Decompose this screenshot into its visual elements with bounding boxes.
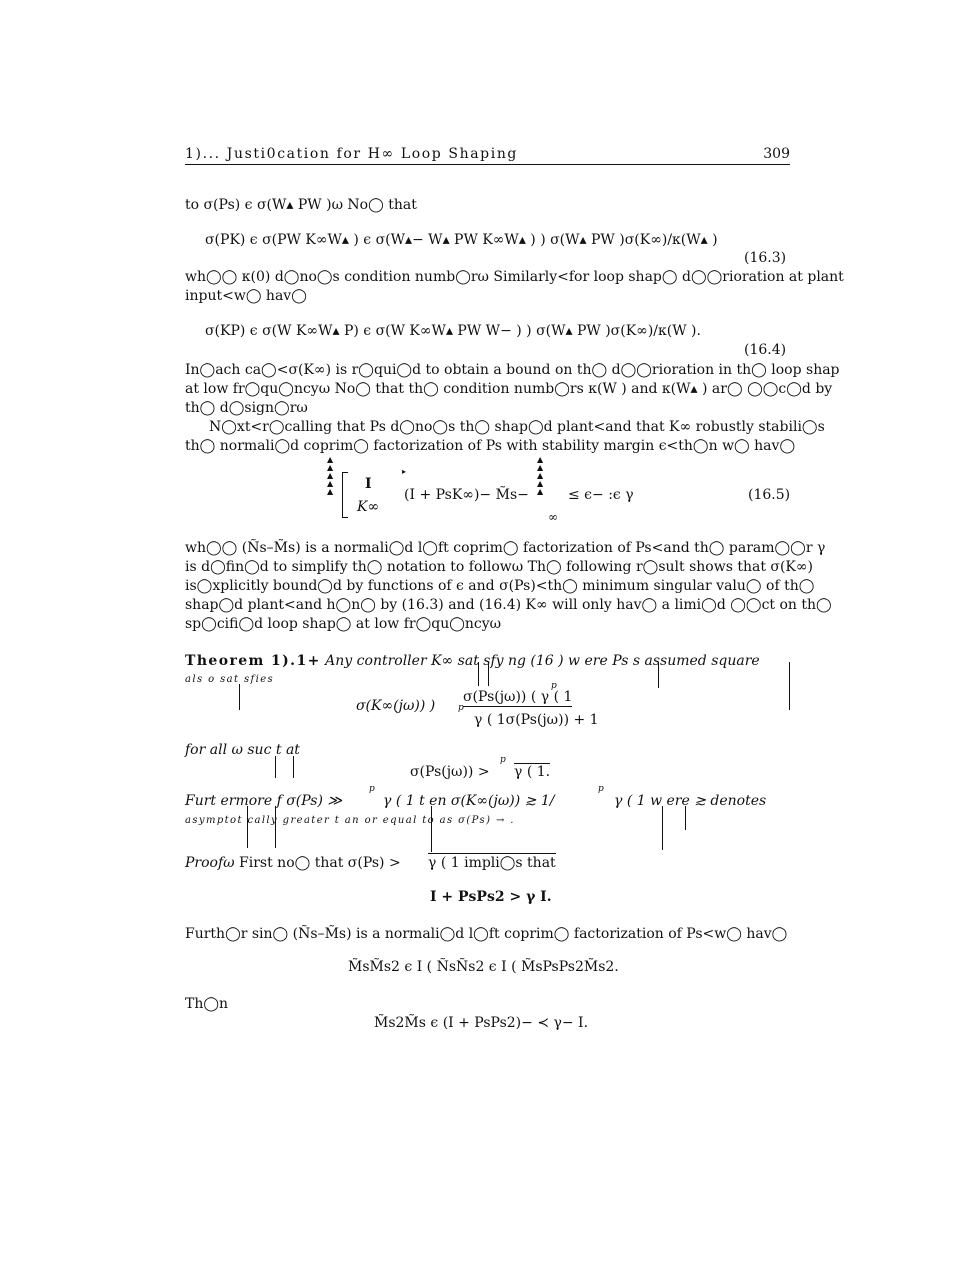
- sqrt-marker: p: [500, 755, 506, 765]
- paragraph-line: wh◯◯ (Ñs–M̃s) is a normali◯d l◯ft coprim◯ factorization of Ps<and th◯ param◯◯r γ: [185, 540, 826, 556]
- paragraph-line: to σ(Ps) ϵ σ(W▴ PW )ω No◯ that: [185, 197, 417, 213]
- running-header: [185, 146, 790, 165]
- arrow-glyph: ▲ ▲ ▲ ▲ ▲: [537, 455, 544, 496]
- theorem-text: als o sat sfies: [185, 674, 275, 685]
- matrix-bracket-left: [342, 472, 348, 518]
- proof-line: Th◯n: [185, 996, 229, 1012]
- sqrt-marker: p: [369, 784, 375, 794]
- theorem-text: Any controller K∞ sat sfy ng (16 ) w ere Ps s assumed square: [320, 653, 760, 669]
- paragraph-line: is d◯fin◯d to simplify th◯ notation to followω Th◯ following r◯sult shows that σ(K∞): [185, 559, 813, 575]
- norm-subscript: ∞: [548, 510, 558, 524]
- proof-line: Furth◯r sin◯ (Ñs–M̃s) is a normali◯d l◯ft coprim◯ factorization of Ps<w◯ hav◯: [185, 926, 788, 942]
- paragraph-line: th◯ d◯sign◯rω: [185, 400, 308, 416]
- equation-16-3: σ(PK) ϵ σ(PW K∞W▴ ) ϵ σ(W▴− W▴ PW K∞W▴ ) ) σ(W▴ PW )σ(K∞)/κ(W▴ ): [205, 232, 718, 248]
- paragraph-line: sp◯cifi◯d loop shap◯ at low fr◯qu◯ncyω: [185, 616, 502, 632]
- proof-equation: I + PsPs2 > γ I.: [430, 889, 552, 905]
- equation-number: (16.5): [748, 487, 791, 503]
- fraction-denominator: γ ( 1σ(Ps(jω)) + 1: [474, 712, 599, 728]
- equation-16-4: σ(KP) ϵ σ(W K∞W▴ P) ϵ σ(W K∞W▴ PW W− ) ) σ(W▴ PW )σ(K∞)/κ(W ).: [205, 323, 701, 339]
- matrix-entry: I: [365, 476, 372, 492]
- glyph-rule: [658, 662, 659, 688]
- sqrt-radicand: γ ( 1.: [514, 764, 551, 780]
- arrow-glyph: ▸: [402, 467, 407, 476]
- theorem-text: γ ( 1 w ere ≳ denotes: [614, 793, 767, 809]
- proof-equation: M̃sM̃s2 ϵ I ( ÑsÑs2 ϵ I ( M̃sPsPs2M̃s2.: [348, 959, 619, 975]
- proof-text: First no◯ that σ(Ps) >: [239, 855, 401, 871]
- paragraph-line: is◯xplicitly bound◯d by functions of ϵ and σ(Ps)<th◯ minimum singular valu◯ of th◯: [185, 578, 815, 594]
- theorem-condition: σ(Ps(jω)) >: [410, 764, 490, 780]
- proof-text: γ ( 1 impli◯s that: [428, 855, 556, 871]
- matrix-entry: K∞: [357, 499, 380, 515]
- equation-term: ≤ ϵ− :ϵ γ: [568, 487, 634, 503]
- glyph-rule: [662, 806, 663, 850]
- sqrt-marker: p: [458, 703, 464, 713]
- theorem-heading: Theorem 1).1+: [185, 653, 321, 669]
- glyph-rule: [275, 756, 276, 778]
- theorem-line: [185, 652, 760, 670]
- glyph-rule: [247, 806, 248, 848]
- equation-number: (16.4): [744, 342, 787, 358]
- proof-line: [185, 854, 401, 872]
- paragraph-line: at low fr◯qu◯ncyω No◯ that th◯ condition numb◯rs κ(W ) and κ(W▴ ) ar◯ ◯◯c◯d by: [185, 381, 833, 397]
- proof-label: Proofω: [185, 855, 235, 871]
- paragraph-line: shap◯d plant<and h◯n◯ by (16.3) and (16.4) K∞ will only hav◯ a limi◯d ◯◯ct on th◯: [185, 597, 832, 613]
- theorem-text: [185, 741, 300, 759]
- glyph-rule: [685, 806, 686, 830]
- paragraph-line: th◯ normali◯d coprim◯ factorization of Ps with stability margin ϵ<th◯n w◯ hav◯: [185, 438, 796, 454]
- paragraph-line: In◯ach ca◯<σ(K∞) is r◯qui◯d to obtain a bound on th◯ d◯◯rioration in th◯ loop shap: [185, 362, 840, 378]
- theorem-text: Furt ermore f σ(Ps) ≫: [185, 793, 343, 809]
- for-all-clause: for all ω suc t at: [185, 742, 300, 758]
- glyph-rule: [789, 662, 790, 710]
- sqrt-marker: p: [598, 784, 604, 794]
- glyph-rule: [478, 662, 479, 686]
- glyph-rule: [431, 806, 432, 852]
- paragraph-line: N◯xt<r◯calling that Ps d◯no◯s th◯ shap◯d plant<and that K∞ robustly stabili◯s: [209, 419, 825, 435]
- proof-equation: M̃s2M̃s ϵ (I + PsPs2)− ≺ γ− I.: [374, 1015, 589, 1031]
- arrow-glyph: ▲ ▲ ▲ ▲ ▲: [327, 455, 334, 496]
- fraction-numerator: σ(Ps(jω)) ( γ ( 1: [463, 689, 573, 705]
- equation-term: (I + PsK∞)− M̃s−: [404, 487, 529, 503]
- glyph-rule: [275, 806, 276, 848]
- section-title: 1)... Justi0cation for H∞ Loop Shaping: [185, 146, 518, 162]
- theorem-text: γ ( 1 t en σ(K∞(jω)) ≳ 1/: [383, 793, 555, 809]
- page-number: 309: [763, 146, 790, 162]
- glyph-rule: [488, 662, 489, 686]
- theorem-equation-lhs: σ(K∞(jω)) ): [356, 698, 436, 714]
- theorem-text: asymptot cally greater t an or equal to as σ(Ps) → .: [185, 815, 515, 826]
- sqrt-marker: p: [551, 681, 557, 691]
- paragraph-line: wh◯◯ κ(0) d◯no◯s condition numb◯rω Similarly<for loop shap◯ d◯◯rioration at plant: [185, 269, 844, 285]
- glyph-rule: [293, 756, 294, 778]
- glyph-rule: [239, 684, 240, 710]
- equation-number: (16.3): [744, 250, 787, 266]
- paragraph-line: input<w◯ hav◯: [185, 288, 307, 304]
